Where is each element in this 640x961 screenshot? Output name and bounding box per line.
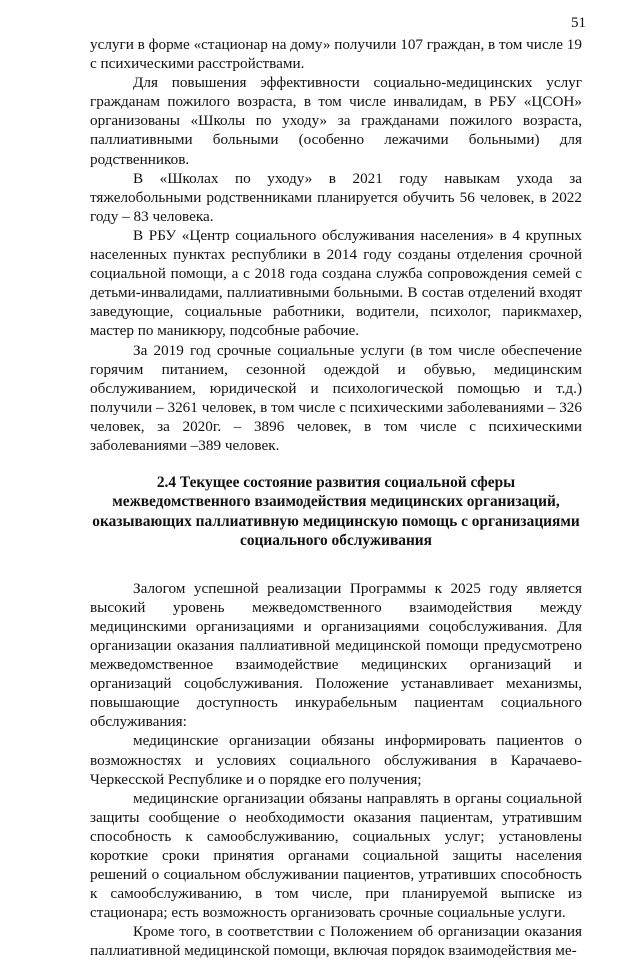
- section-heading-line: социального обслуживания: [239, 532, 433, 550]
- paragraph: Кроме того, в соответствии с Положением об организации оказания паллиативной медицинской помощи, включая порядок взаимодействия ме-: [90, 923, 582, 960]
- document-body: [90, 35, 582, 961]
- list-item: медицинские организации обязаны направлять в органы социальной защиты сообщение о необходимости оказания пациентам, утратившим способность к самообслуживанию, социальных услуг; установлены короткие сроки принятия органами социальной защиты населения решений о социальном обслуживании пациентов, утративших способность к самообслуживанию, в том числе, при планируемой выписке из стационара; есть возможность организовать срочные социальные услуги.: [90, 789, 582, 922]
- paragraph: В «Школах по уходу» в 2021 году навыкам ухода за тяжелобольными родственниками планируется обучить 56 человек, в 2022 году – 83 человека.: [90, 169, 582, 225]
- list-item: медицинские организации обязаны информировать пациентов о возможностях и условиях социального обслуживания в Карачаево-Черкесской Республике и о порядке его получения;: [90, 732, 582, 788]
- section-heading-line: 2.4 Текущее состояние развития социальной сферы: [156, 474, 516, 492]
- section-heading-line: межведомственного взаимодействия медицинских организаций,: [112, 493, 560, 511]
- paragraph: услуги в форме «стационар на дому» получили 107 граждан, в том числе 19 с психическими расстройствами.: [90, 36, 582, 73]
- page-number: 51: [571, 15, 586, 31]
- section-heading-line: оказывающих паллиативную медицинскую помощь с организациями: [92, 512, 580, 530]
- section-heading: [90, 473, 582, 551]
- paragraph: Для повышения эффективности социально-медицинских услуг гражданам пожилого возраста, в том числе инвалидам, в РБУ «ЦСОН» организованы «Школы по уходу» за гражданами пожилого возраста, паллиативными больными (особенно лежачими больными) для родственников.: [90, 74, 582, 168]
- paragraph: Залогом успешной реализации Программы к 2025 году является высокий уровень межведомственного взаимодействия между медицинскими организациями и организациями соцобслуживания. Для организации оказания паллиативной медицинской помощи предусмотрено межведомственное взаимодействие медицинских организаций и организаций соцобслуживания. Положение устанавливает механизмы, повышающие доступность инкурабельным пациентам социального обслуживания:: [90, 579, 582, 731]
- paragraph: В РБУ «Центр социального обслуживания населения» в 4 крупных населенных пунктах республики в 2014 году созданы отделения срочной социальной помощи, а с 2018 года создана служба сопровождения семей с детьми-инвалидами, паллиативными больными. В состав отделений входят заведующие, социальные работники, водители, психолог, парикмахер, мастер по маникюру, подсобные рабочие.: [90, 226, 582, 340]
- paragraph: За 2019 год срочные социальные услуги (в том числе обеспечение горячим питанием, сезонной одеждой и обувью, медицинским обслуживанием, юридической и психологической помощью и т.д.) получили – 3261 человек, в том числе с психическими заболеваниями – 326 человек, за 2020г. – 3896 человек, в том числе с психическими заболеваниями –389 человек.: [90, 341, 582, 454]
